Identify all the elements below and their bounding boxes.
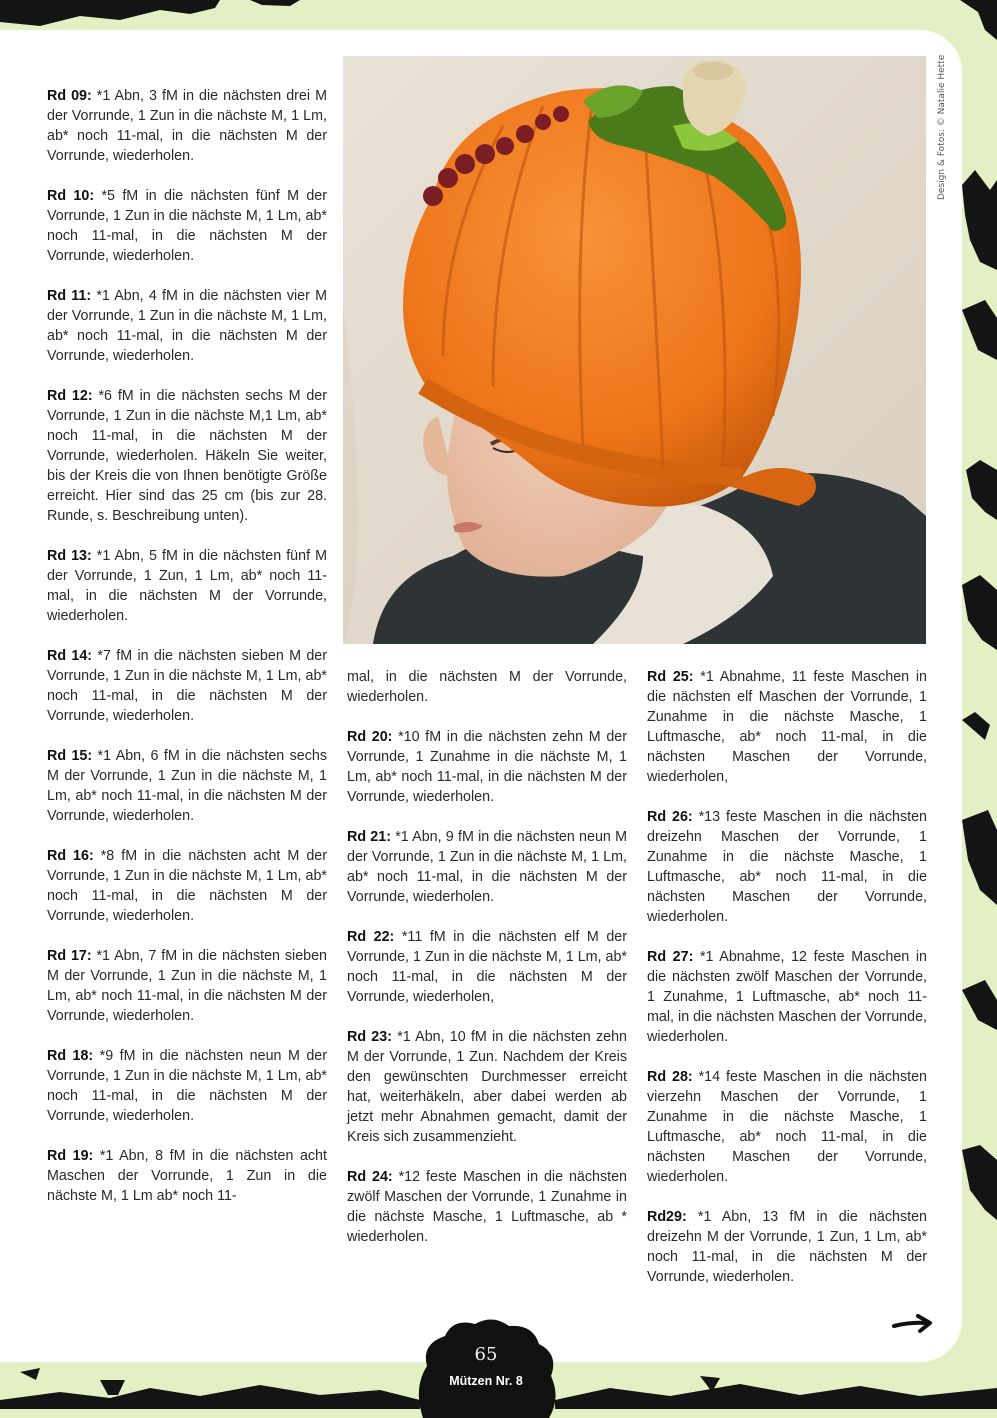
round-12: Rd 12: *6 fM in die nächsten sechs M der Vorrunde, 1 Zun in die nächste M,1 Lm, ab* noch 11-mal, in die nächsten M der Vorrunde, wiederholen. Häkeln Sie weiter, bis der Kreis die von Ihnen benötigte Größe erreicht. Hier sind das 25 cm (bis zur 28. Runde, s. Beschreibung unten). xyxy=(47,388,328,524)
round-28: Rd 28: *14 feste Maschen in die nächsten vierzehn Maschen der Vorrunde, 1 Zunahme in die nächste Masche, 1 Luftmasche, ab* noch 11-mal, in die nächsten Maschen der Vorrunde, wiederholen. xyxy=(647,1069,927,1185)
round-14: Rd 14: *7 fM in die nächsten sieben M der Vorrunde, 1 Zun in die nächste M, 1 Lm, ab* noch 11-mal, in die nächsten M der Vorrunde, wiederholen. xyxy=(47,648,328,724)
round-21: Rd 21: *1 Abn, 9 fM in die nächsten neun M der Vorrunde, 1 Zun in die nächste M, 1 Lm, ab* noch 11-mal, in die nächsten M der Vorrunde, wiederholen. xyxy=(347,829,627,905)
round-15: Rd 15: *1 Abn, 6 fM in die nächsten sechs M der Vorrunde, 1 Zun in die nächste M, 1 Lm, ab* noch 11-mal, in die nächsten M der Vorrunde, wiederholen. xyxy=(47,748,327,824)
instructions-column-3 xyxy=(647,667,927,1307)
round-25: Rd 25: *1 Abnahme, 11 feste Maschen in die nächsten elf Maschen der Vorrunde, 1 Zunahme in die nächste Masche, 1 Luftmasche, ab* noch 11-mal, in die nächsten Maschen der Vorrunde, wiederholen, xyxy=(647,669,927,785)
round-16: Rd 16: *8 fM in die nächsten acht M der Vorrunde, 1 Zun in die nächste M, 1 Lm, ab* noch 11-mal, in die nächsten M der Vorrunde, wiederholen. xyxy=(47,848,327,924)
round-13: Rd 13: *1 Abn, 5 fM in die nächsten fünf M der Vorrunde, 1 Zun, 1 Lm, ab* noch 11-mal, in die nächsten M der Vorrunde, wiederholen. xyxy=(47,548,327,624)
round-23: Rd 23: *1 Abn, 10 fM in die nächsten zehn M der Vorrunde, 1 Zun. Nachdem der Kreis den gewünschten Durchmesser erreicht hat, weiterhäkeln, aber dabei werden ab jetzt mehr Abnahmen gemacht, damit der Kreis sich zusammenzieht. xyxy=(347,1029,627,1145)
round-20: Rd 20: *10 fM in die nächsten zehn M der Vorrunde, 1 Zunahme in die nächste M, 1 Lm, ab* noch 11-mal, in die nächsten M der Vorrunde, wiederholen. xyxy=(347,729,627,805)
round-17: Rd 17: *1 Abn, 7 fM in die nächsten sieben M der Vorrunde, 1 Zun in die nächste M, 1 Lm, ab* noch 11-mal, in die nächsten M der Vorrunde, wiederholen. xyxy=(47,948,327,1024)
round-22: Rd 22: *11 fM in die nächsten elf M der Vorrunde, 1 Zun in die nächste M, 1 Lm, ab* noch 11-mal, in die nächsten M der Vorrunde, wiederholen, xyxy=(347,929,628,1005)
page-number: 65 xyxy=(474,1344,498,1365)
instructions-column-1 xyxy=(47,86,327,1226)
round-27: Rd 27: *1 Abnahme, 12 feste Maschen in die nächsten zwölf Maschen der Vorrunde, 1 Zunahme, 1 Luftmasche, ab* noch 11-mal, in die nächsten Maschen der Vorrunde, wiederholen. xyxy=(647,949,927,1045)
pumpkin-hat-photo xyxy=(343,56,926,644)
round-19: Rd 19: *1 Abn, 8 fM in die nächsten acht Maschen der Vorrunde, 1 Zun in die nächste M, 1 Lm ab* noch 11- xyxy=(47,1148,327,1204)
photo-credit: Design & Fotos: © Natalie Hette xyxy=(937,54,947,200)
instructions-column-2 xyxy=(347,667,627,1267)
page-badge xyxy=(413,1318,559,1418)
round-11: Rd 11: *1 Abn, 4 fM in die nächsten vier M der Vorrunde, 1 Zun in die nächste M, 1 Lm, ab* noch 11-mal, in die nächsten M der Vorrunde, wiederholen. xyxy=(47,288,327,364)
round-19-continued: mal, in die nächsten M der Vorrunde, wiederholen. xyxy=(347,669,627,705)
round-10: Rd 10: *5 fM in die nächsten fünf M der Vorrunde, 1 Zun in die nächste M, 1 Lm, ab* noch 11-mal, in die nächsten M der Vorrunde, wiederholen. xyxy=(47,188,328,264)
round-26: Rd 26: *13 feste Maschen in die nächsten dreizehn Maschen der Vorrunde, 1 Zunahme in die nächste Masche, 1 Luftmasche, ab* noch 11-mal, in die nächsten Maschen der Vorrunde, wiederholen. xyxy=(647,809,927,925)
round-29: Rd29: *1 Abn, 13 fM in die nächsten dreizehn M der Vorrunde, 1 Zun, 1 Lm, ab* noch 11-mal, in die nächsten M der Vorrunde, wiederholen. xyxy=(647,1209,927,1285)
round-18: Rd 18: *9 fM in die nächsten neun M der Vorrunde, 1 Zun in die nächste M, 1 Lm, ab* noch 11-mal, in die nächsten M der Vorrunde, wiederholen. xyxy=(47,1048,327,1124)
round-24: Rd 24: *12 feste Maschen in die nächsten zwölf Maschen der Vorrunde, 1 Zunahme in die nächste Masche, 1 Luftmasche, ab * wiederholen. xyxy=(347,1169,627,1245)
round-09: Rd 09: *1 Abn, 3 fM in die nächsten drei M der Vorrunde, 1 Zun in die nächste M, 1 Lm, ab* noch 11-mal, in die nächsten M der Vorrunde, wiederholen. xyxy=(47,88,327,164)
magazine-title: Mützen Nr. 8 xyxy=(449,1374,523,1388)
next-page-arrow-icon[interactable] xyxy=(892,1312,936,1336)
